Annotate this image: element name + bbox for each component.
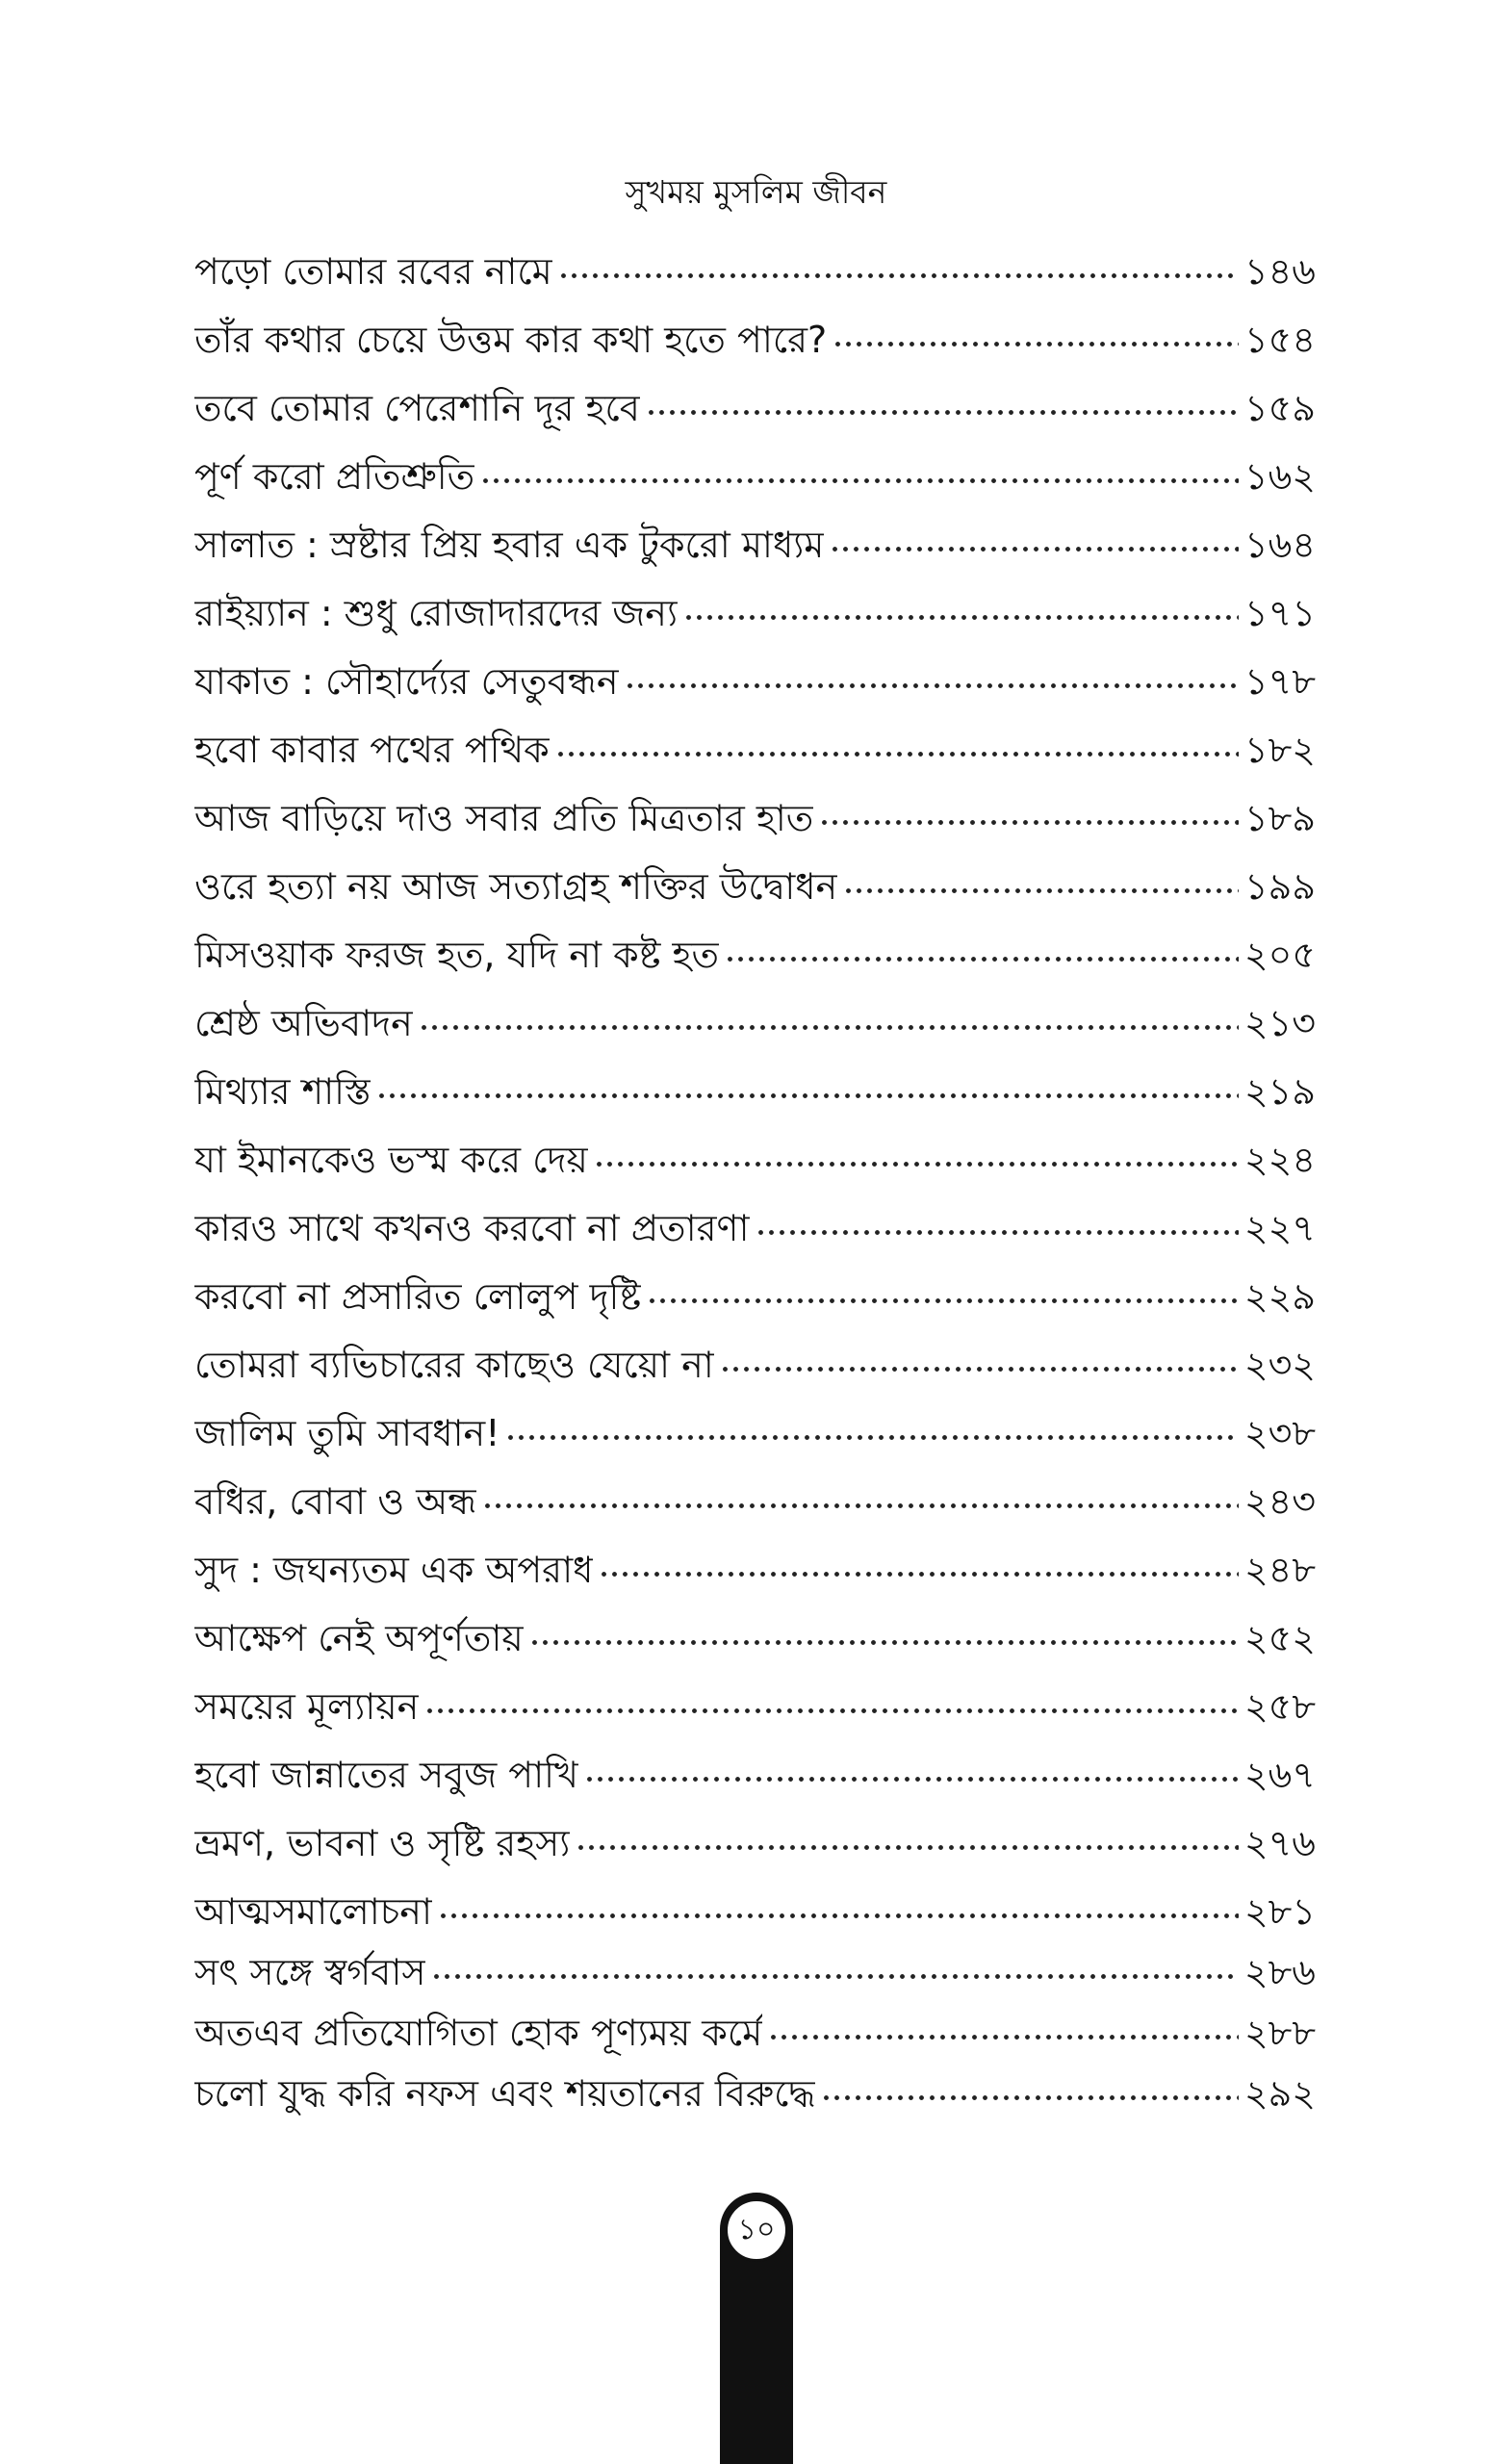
toc-entry [194, 234, 1316, 302]
toc-entry-page: ২৮৬ [1243, 1951, 1316, 1993]
toc-entry-title: মিসওয়াক ফরজ হত, যদি না কষ্ট হত [194, 934, 720, 976]
toc-entry-title: কারও সাথে কখনও করবো না প্রতারণা [194, 1207, 750, 1249]
toc-entry [194, 712, 1316, 781]
dot-leader [646, 371, 1239, 421]
toc-entry-page: ২৩২ [1243, 1344, 1316, 1386]
toc-entry [194, 302, 1316, 371]
toc-entry [194, 1601, 1316, 1669]
toc-entry [194, 1054, 1316, 1122]
toc-entry-page: ২৫২ [1243, 1617, 1316, 1659]
toc-entry [194, 1532, 1316, 1601]
toc-entry-page: ১৫৯ [1244, 387, 1316, 429]
table-of-contents [194, 234, 1316, 2117]
toc-entry [194, 644, 1316, 712]
toc-entry-title: আজ বাড়িয়ে দাও সবার প্রতি মিত্রতার হাত [194, 797, 814, 839]
toc-entry [194, 1669, 1316, 1737]
toc-entry [194, 507, 1316, 576]
toc-entry-page: ২৫৮ [1243, 1685, 1316, 1728]
toc-entry-title: বধির, বোবা ও অন্ধ [194, 1480, 477, 1523]
dot-leader [830, 507, 1239, 557]
toc-entry [194, 1259, 1316, 1327]
toc-entry-title: সালাত : স্রষ্টার প্রিয় হবার এক টুকরো মাধ্যম [194, 524, 825, 566]
toc-entry [194, 1995, 1316, 2056]
toc-entry-page: ২২৭ [1243, 1207, 1316, 1249]
toc-entry-page: ১৬৪ [1243, 524, 1316, 566]
dot-leader [480, 439, 1239, 489]
toc-entry [194, 781, 1316, 849]
toc-entry-title: রাইয়্যান : শুধু রোজাদারদের জন্য [194, 592, 678, 634]
dot-leader [584, 1737, 1239, 1787]
toc-entry-title: আত্মসমালোচনা [194, 1890, 432, 1933]
toc-entry-title: জালিম তুমি সাবধান! [194, 1412, 500, 1454]
dot-leader [482, 1464, 1239, 1514]
running-header: সুখময় মুসলিম জীবন [625, 173, 887, 211]
toc-entry-page: ১৭১ [1243, 592, 1316, 634]
dot-leader [376, 1054, 1239, 1104]
dot-leader [576, 1806, 1239, 1856]
toc-entry-page: ১৭৮ [1243, 660, 1316, 703]
toc-entry-title: সৎ সঙ্গে স্বর্গবাস [194, 1951, 426, 1993]
toc-entry-page: ২৪৮ [1243, 1549, 1316, 1591]
toc-entry-title: সময়ের মূল্যায়ন [194, 1685, 420, 1728]
toc-entry-title: যা ইমানকেও ভস্ম করে দেয় [194, 1139, 588, 1181]
dot-leader [438, 1874, 1239, 1924]
toc-entry [194, 1806, 1316, 1874]
toc-entry-page: ২৩৮ [1243, 1412, 1316, 1454]
toc-entry-page: ২২৪ [1243, 1139, 1316, 1181]
toc-entry [194, 576, 1316, 644]
dot-leader [725, 917, 1239, 967]
dot-leader [419, 986, 1239, 1036]
toc-entry-title: ভ্রমণ, ভাবনা ও সৃষ্টি রহস্য [194, 1822, 571, 1864]
toc-entry-title: শ্রেষ্ঠ অভিবাদন [194, 1002, 413, 1044]
toc-entry-page: ২৮১ [1243, 1890, 1316, 1933]
page-number: ১০ [725, 2198, 788, 2262]
toc-entry-page: ২২৯ [1243, 1275, 1316, 1318]
toc-entry-title: তোমরা ব্যভিচারের কাছেও যেয়ো না [194, 1344, 714, 1386]
toc-entry-title: অতএব প্রতিযোগিতা হোক পূণ্যময় কর্মে [194, 2012, 763, 2054]
toc-entry-title: চলো যুদ্ধ করি নফস এবং শয়তানের বিরুদ্ধে [194, 2072, 816, 2115]
toc-entry-title: হবো কাবার পথের পথিক [194, 729, 550, 771]
toc-entry [194, 849, 1316, 917]
toc-entry [194, 986, 1316, 1054]
toc-entry-page: ১৫৪ [1244, 319, 1316, 361]
toc-entry-page: ১৮২ [1243, 729, 1316, 771]
toc-entry-page: ১৪৬ [1243, 250, 1316, 293]
toc-entry-title: হবো জান্নাতের সবুজ পাখি [194, 1754, 578, 1796]
toc-entry [194, 371, 1316, 439]
toc-entry-title: যাকাত : সৌহার্দ্যের সেতুবন্ধন [194, 660, 619, 703]
toc-entry [194, 1191, 1316, 1259]
toc-entry-title: করবো না প্রসারিত লোলুপ দৃষ্টি [194, 1275, 642, 1318]
toc-entry-page: ২৯২ [1243, 2072, 1316, 2115]
toc-entry-page: ২৪৩ [1243, 1480, 1316, 1523]
toc-entry [194, 1737, 1316, 1806]
dot-leader [558, 234, 1239, 284]
dot-leader [821, 2056, 1239, 2106]
dot-leader [594, 1122, 1239, 1172]
toc-entry [194, 1464, 1316, 1532]
toc-entry-page: ২১৯ [1243, 1070, 1316, 1113]
dot-leader [529, 1601, 1239, 1651]
dot-leader [683, 576, 1239, 626]
toc-entry-page: ২১৩ [1243, 1002, 1316, 1044]
toc-entry [194, 2056, 1316, 2117]
toc-entry [194, 439, 1316, 507]
dot-leader [768, 1995, 1239, 2045]
dot-leader [424, 1669, 1239, 1719]
dot-leader [647, 1259, 1239, 1309]
toc-entry-page: ১৯৯ [1244, 865, 1316, 908]
toc-entry [194, 1396, 1316, 1464]
toc-entry-page: ১৮৯ [1244, 797, 1316, 839]
toc-entry-page: ২৭৬ [1243, 1822, 1316, 1864]
toc-entry-title: তবে তোমার পেরেশানি দূর হবে [194, 387, 640, 429]
toc-entry-title: মিথ্যার শাস্তি [194, 1070, 372, 1113]
dot-leader [431, 1935, 1238, 1985]
toc-entry [194, 1874, 1316, 1935]
toc-entry-title: সুদ : জঘন্যতম এক অপরাধ [194, 1549, 594, 1591]
toc-entry [194, 1327, 1316, 1396]
dot-leader [843, 849, 1239, 899]
dot-leader [555, 712, 1239, 762]
toc-entry-title: আক্ষেপ নেই অপূর্ণতায় [194, 1617, 524, 1659]
dot-leader [819, 781, 1239, 831]
dot-leader [625, 644, 1239, 694]
toc-entry-title: পড়ো তোমার রবের নামে [194, 250, 552, 293]
dot-leader [599, 1532, 1239, 1582]
toc-entry-title: পূর্ণ করো প্রতিশ্রুতি [194, 455, 475, 498]
toc-entry-page: ২৮৮ [1243, 2012, 1316, 2054]
dot-leader [833, 302, 1239, 352]
toc-entry-page: ১৬২ [1243, 455, 1316, 498]
toc-entry-page: ২৬৭ [1243, 1754, 1316, 1796]
toc-entry [194, 1935, 1316, 1995]
dot-leader [505, 1396, 1238, 1446]
toc-entry-title: ওরে হত্যা নয় আজ সত্যাগ্রহ শক্তির উদ্বোধন [194, 865, 838, 908]
dot-leader [756, 1191, 1239, 1241]
dot-leader [720, 1327, 1239, 1377]
toc-entry-title: তাঁর কথার চেয়ে উত্তম কার কথা হতে পারে? [194, 319, 828, 361]
toc-entry-page: ২০৫ [1243, 934, 1316, 976]
toc-entry [194, 1122, 1316, 1191]
toc-entry [194, 917, 1316, 986]
